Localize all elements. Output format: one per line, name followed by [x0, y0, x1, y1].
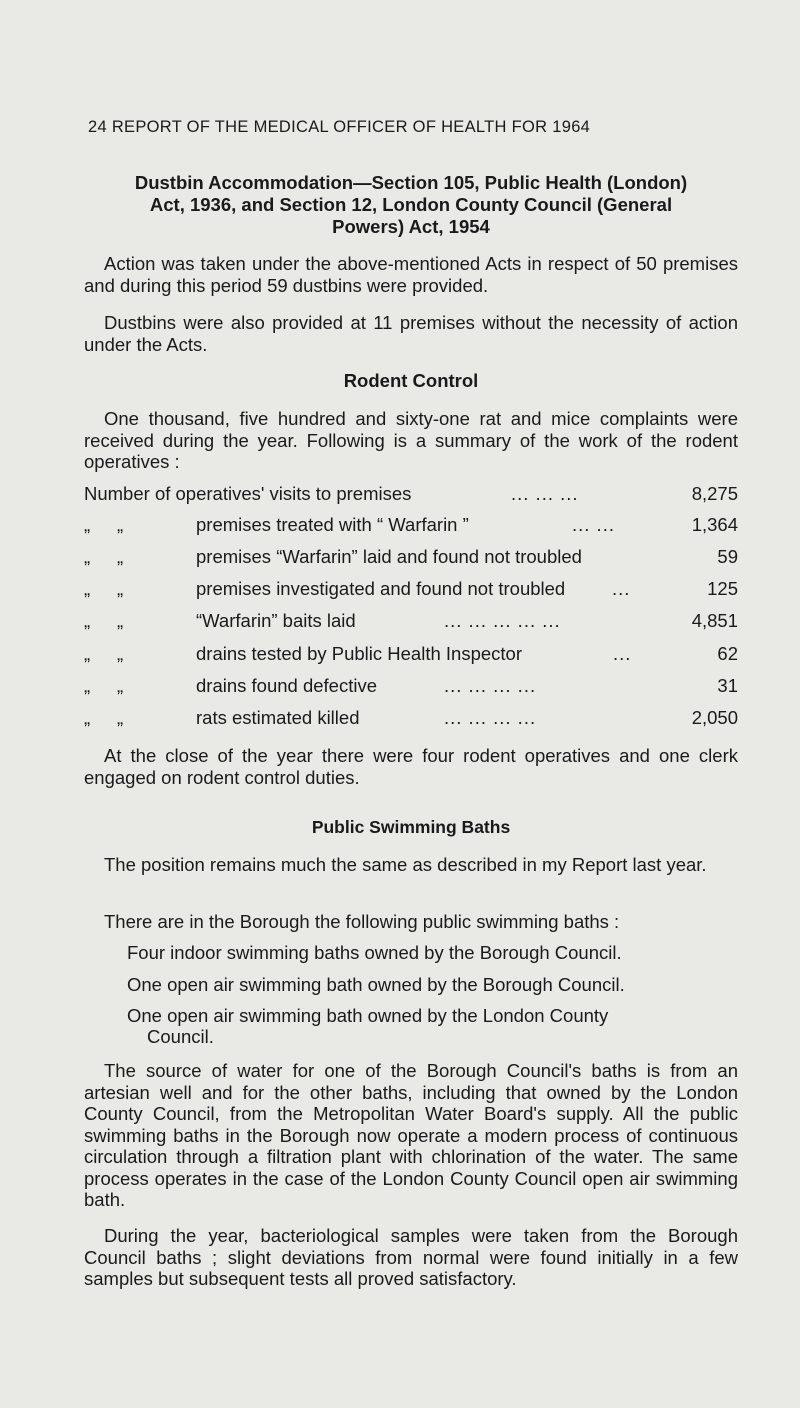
list-item: [127, 974, 738, 995]
row-value: 59: [717, 546, 738, 567]
rodent-row-rats-killed: [84, 706, 738, 730]
row-label: rats estimated killed: [196, 707, 360, 728]
rodent-row-drains-tested: [84, 642, 738, 666]
rodent-row-drains-defective: [84, 674, 738, 698]
list-item-text: One open air swimming bath owned by the Borough Council.: [127, 974, 625, 995]
rodent-row-not-troubled: [84, 545, 738, 569]
rodent-row-treated: [84, 513, 738, 537]
rodent-row-visits: [84, 482, 738, 506]
swimming-heading: Public Swimming Baths: [311, 817, 511, 837]
ditto-mark: „: [117, 643, 124, 664]
ditto-mark: „: [117, 578, 124, 599]
leader-dots: ... ... ... ... ...: [444, 610, 561, 631]
row-value: 125: [707, 578, 738, 599]
dustbin-heading-line-3: Powers) Act, 1954: [332, 216, 490, 237]
list-item-text: Four indoor swimming baths owned by the Borough Council.: [127, 942, 622, 963]
list-item-text-continued: Council.: [147, 1026, 214, 1047]
ditto-mark: „: [84, 643, 91, 664]
rodent-row-investigated: [84, 577, 738, 601]
swimming-paragraph-1: The position remains much the same as described in my Report last year.: [104, 854, 707, 875]
dustbin-heading: [84, 172, 738, 238]
row-label: drains found defective: [196, 675, 378, 696]
ditto-mark: „: [117, 675, 124, 696]
leader-dots: ... ...: [572, 514, 615, 535]
leader-dots: ... ... ... ...: [444, 675, 537, 696]
ditto-mark: „: [84, 707, 91, 728]
list-item: [127, 1005, 738, 1047]
rodent-closing: At the close of the year there were four rodent operatives and one clerk engaged on rodent control duties.: [84, 745, 738, 788]
row-label: premises treated with “ Warfarin ”: [196, 514, 469, 535]
rodent-heading: Rodent Control: [343, 370, 479, 391]
row-label: Number of operatives' visits to premises: [84, 483, 412, 504]
leader-dots: ...: [612, 578, 631, 599]
swimming-paragraph-3: The source of water for one of the Borough Council's baths is from an artesian well and for the other baths, including that owned by the London County Council, from the Metropolitan Water Board's supply. All the public swimming baths in the Borough now operate a modern process of continuous circulation through a filtration plant with chlorination of the water. The same process operates in the case of the London County Council open air swimming bath.: [84, 1060, 738, 1210]
row-label: drains tested by Public Health Inspector: [196, 643, 522, 664]
leader-dots: ... ... ... ...: [444, 707, 537, 728]
ditto-mark: „: [84, 578, 91, 599]
row-value: 62: [717, 643, 738, 664]
row-value: 4,851: [691, 610, 738, 631]
dustbin-paragraph-2: Dustbins were also provided at 11 premises without the necessity of action under the Acts.: [84, 312, 738, 355]
ditto-mark: „: [117, 546, 124, 567]
ditto-mark: „: [84, 546, 91, 567]
ditto-mark: „: [117, 707, 124, 728]
swimming-paragraph-2: There are in the Borough the following public swimming baths :: [104, 911, 620, 932]
dustbin-heading-line-1: Dustbin Accommodation—Section 105, Public Health (London): [134, 172, 688, 193]
row-value: 31: [717, 675, 738, 696]
dustbin-heading-line-2: Act, 1936, and Section 12, London County Council (General: [149, 194, 673, 215]
swimming-paragraph-4: During the year, bacteriological samples were taken from the Borough Council baths ; slight deviations from normal were found initially in a few samples but subsequent tests all proved satisfactory.: [84, 1225, 738, 1289]
dustbin-paragraph-1: Action was taken under the above-mentioned Acts in respect of 50 premises and during this period 59 dustbins were provided.: [84, 253, 738, 296]
ditto-mark: „: [117, 610, 124, 631]
row-value: 1,364: [691, 514, 738, 535]
list-item-text: One open air swimming bath owned by the London County: [127, 1005, 609, 1026]
list-item: [127, 942, 738, 963]
rodent-intro: One thousand, five hundred and sixty-one rat and mice complaints were received during the year. Following is a summary of the work of the rodent operatives :: [84, 408, 738, 472]
rodent-row-baits: [84, 609, 738, 633]
row-label: premises “Warfarin” laid and found not troubled: [196, 546, 582, 567]
row-value: 2,050: [691, 707, 738, 728]
page-header: 24 REPORT OF THE MEDICAL OFFICER OF HEALTH FOR 1964: [88, 118, 591, 136]
leader-dots: ... ... ...: [511, 483, 579, 504]
leader-dots: ...: [613, 643, 632, 664]
ditto-mark: „: [117, 514, 124, 535]
row-value: 8,275: [691, 483, 738, 504]
ditto-mark: „: [84, 514, 91, 535]
row-label: premises investigated and found not troubled: [196, 578, 566, 599]
ditto-mark: „: [84, 675, 91, 696]
row-label: “Warfarin” baits laid: [196, 610, 356, 631]
ditto-mark: „: [84, 610, 91, 631]
